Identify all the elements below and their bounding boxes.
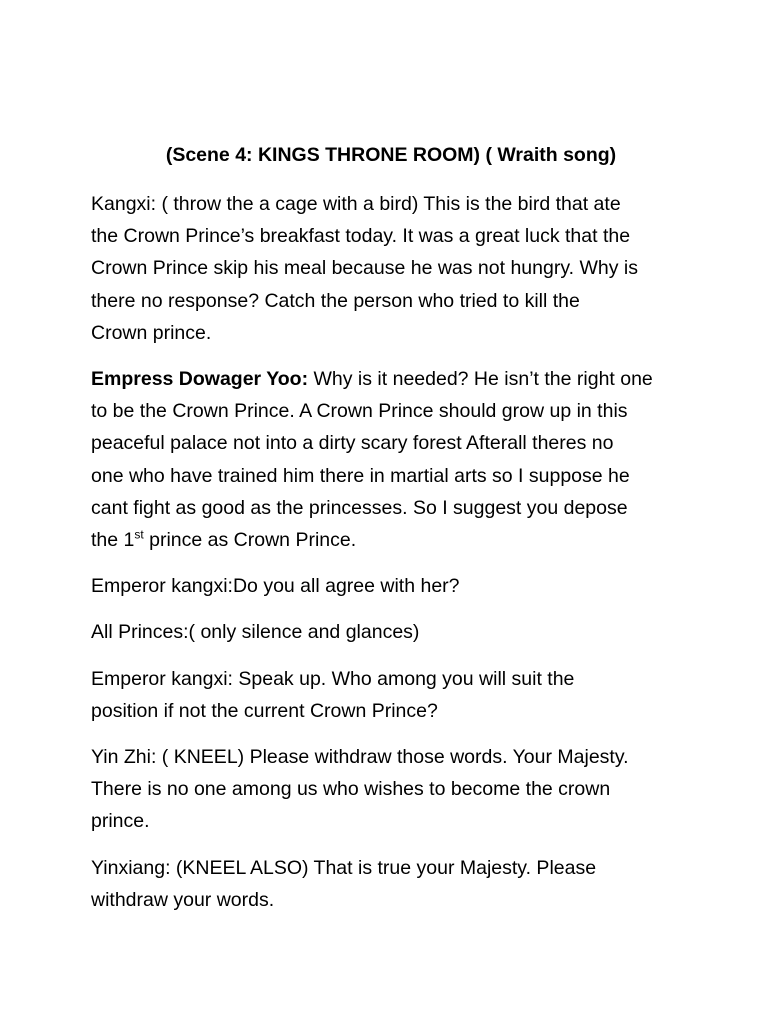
text-line: cant fight as good as the princesses. So I suggest you depose <box>91 496 628 519</box>
text-line: the Crown Prince’s breakfast today. It was a great luck that the <box>91 225 631 248</box>
paragraph-empress-dowager <box>91 363 691 556</box>
text-line <box>91 363 691 395</box>
paragraph-kangxi <box>91 188 691 349</box>
text-line: there no response? Catch the person who tried to kill the <box>91 289 580 312</box>
text-line: Crown Prince skip his meal because he was not hungry. Why is <box>91 257 638 280</box>
dialogue-text: Why is it needed? He isn’t the right one <box>308 368 653 391</box>
text-line: withdraw your words. <box>91 888 275 911</box>
text-line: prince. <box>91 810 150 833</box>
paragraph-emperor-speak-up <box>91 663 691 727</box>
text-line: one who have trained him there in martial arts so I suppose he <box>91 464 630 487</box>
speaker-name: Empress Dowager Yoo: <box>91 368 309 391</box>
text-line: Crown prince. <box>91 321 212 344</box>
paragraph-yin-zhi <box>91 741 691 838</box>
text-line: Emperor kangxi: Speak up. Who among you will suit the <box>91 667 575 690</box>
text-line: to be the Crown Prince. A Crown Prince should grow up in this <box>91 400 628 423</box>
scene-title: (Scene 4: KINGS THRONE ROOM) ( Wraith song) <box>165 144 617 166</box>
text-line: position if not the current Crown Prince? <box>91 699 438 722</box>
text-line: All Princes:( only silence and glances) <box>91 621 420 644</box>
dialogue-text: prince as Crown Prince. <box>143 529 357 552</box>
paragraph-yinxiang <box>91 852 691 916</box>
text-line: Kangxi: ( throw the a cage with a bird) This is the bird that ate <box>91 193 621 215</box>
text-line <box>91 524 691 556</box>
text-line: Emperor kangxi:Do you all agree with her? <box>91 575 460 598</box>
ordinal-superscript: st <box>134 527 144 542</box>
paragraph-all-princes <box>91 616 691 648</box>
text-line: There is no one among us who wishes to become the crown <box>91 778 611 801</box>
text-line: Yinxiang: (KNEEL ALSO) That is true your Majesty. Please <box>91 856 597 879</box>
text-line: Yin Zhi: ( KNEEL) Please withdraw those words. Your Majesty. <box>91 746 629 769</box>
paragraph-emperor-question <box>91 570 691 602</box>
dialogue-text: the 1 <box>91 529 135 552</box>
text-line: peaceful palace not into a dirty scary forest Afterall theres no <box>91 432 614 455</box>
script-content <box>91 140 691 930</box>
